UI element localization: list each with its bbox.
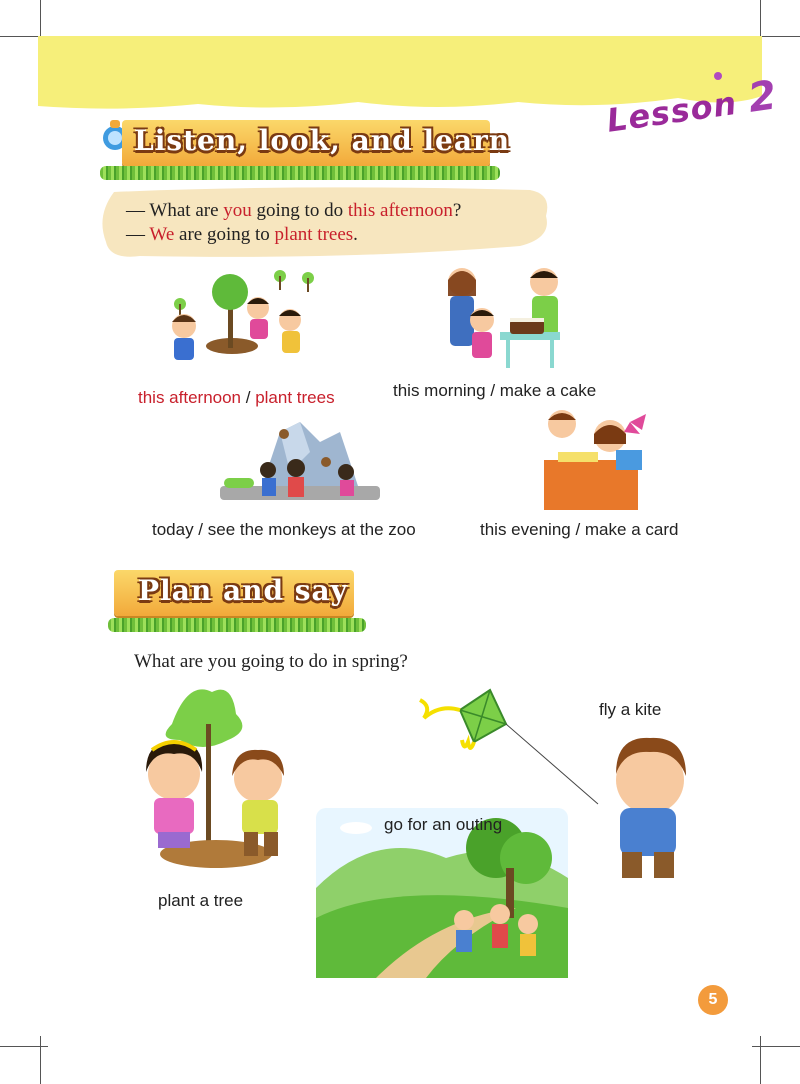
grass-strip [108,618,366,632]
dialogue-line-1: — What are you going to do this afternoon? [126,200,462,221]
section-title: Listen, look, and learn [134,124,511,157]
page-number: 5 [698,985,728,1015]
grass-strip [100,166,500,180]
dialogue-line-2: — We are going to plant trees. [126,224,358,245]
crop-mark [40,1036,41,1084]
plant-tree-illustration [132,684,308,880]
caption-today-monkeys: today / see the monkeys at the zoo [152,520,416,539]
section-title-plan: Plan and say [138,574,348,607]
lesson-title: Lesson 2 [604,72,781,140]
caption-evening-make-card: this evening / make a card [480,520,679,539]
make-card-illustration [538,404,658,512]
zoo-monkeys-illustration [220,412,380,512]
spring-question: What are you going to do in spring? [134,651,408,672]
make-cake-illustration [440,262,580,372]
planting-trees-illustration [150,268,330,378]
label-plant-tree: plant a tree [158,891,244,910]
crop-mark [760,1036,761,1084]
dot-icon [714,72,722,80]
label-go-outing: go for an outing [384,815,503,834]
caption-afternoon-plant-trees: this afternoon / plant trees [138,388,335,407]
caption-morning-make-cake: this morning / make a cake [393,381,597,400]
label-fly-kite: fly a kite [599,700,662,719]
